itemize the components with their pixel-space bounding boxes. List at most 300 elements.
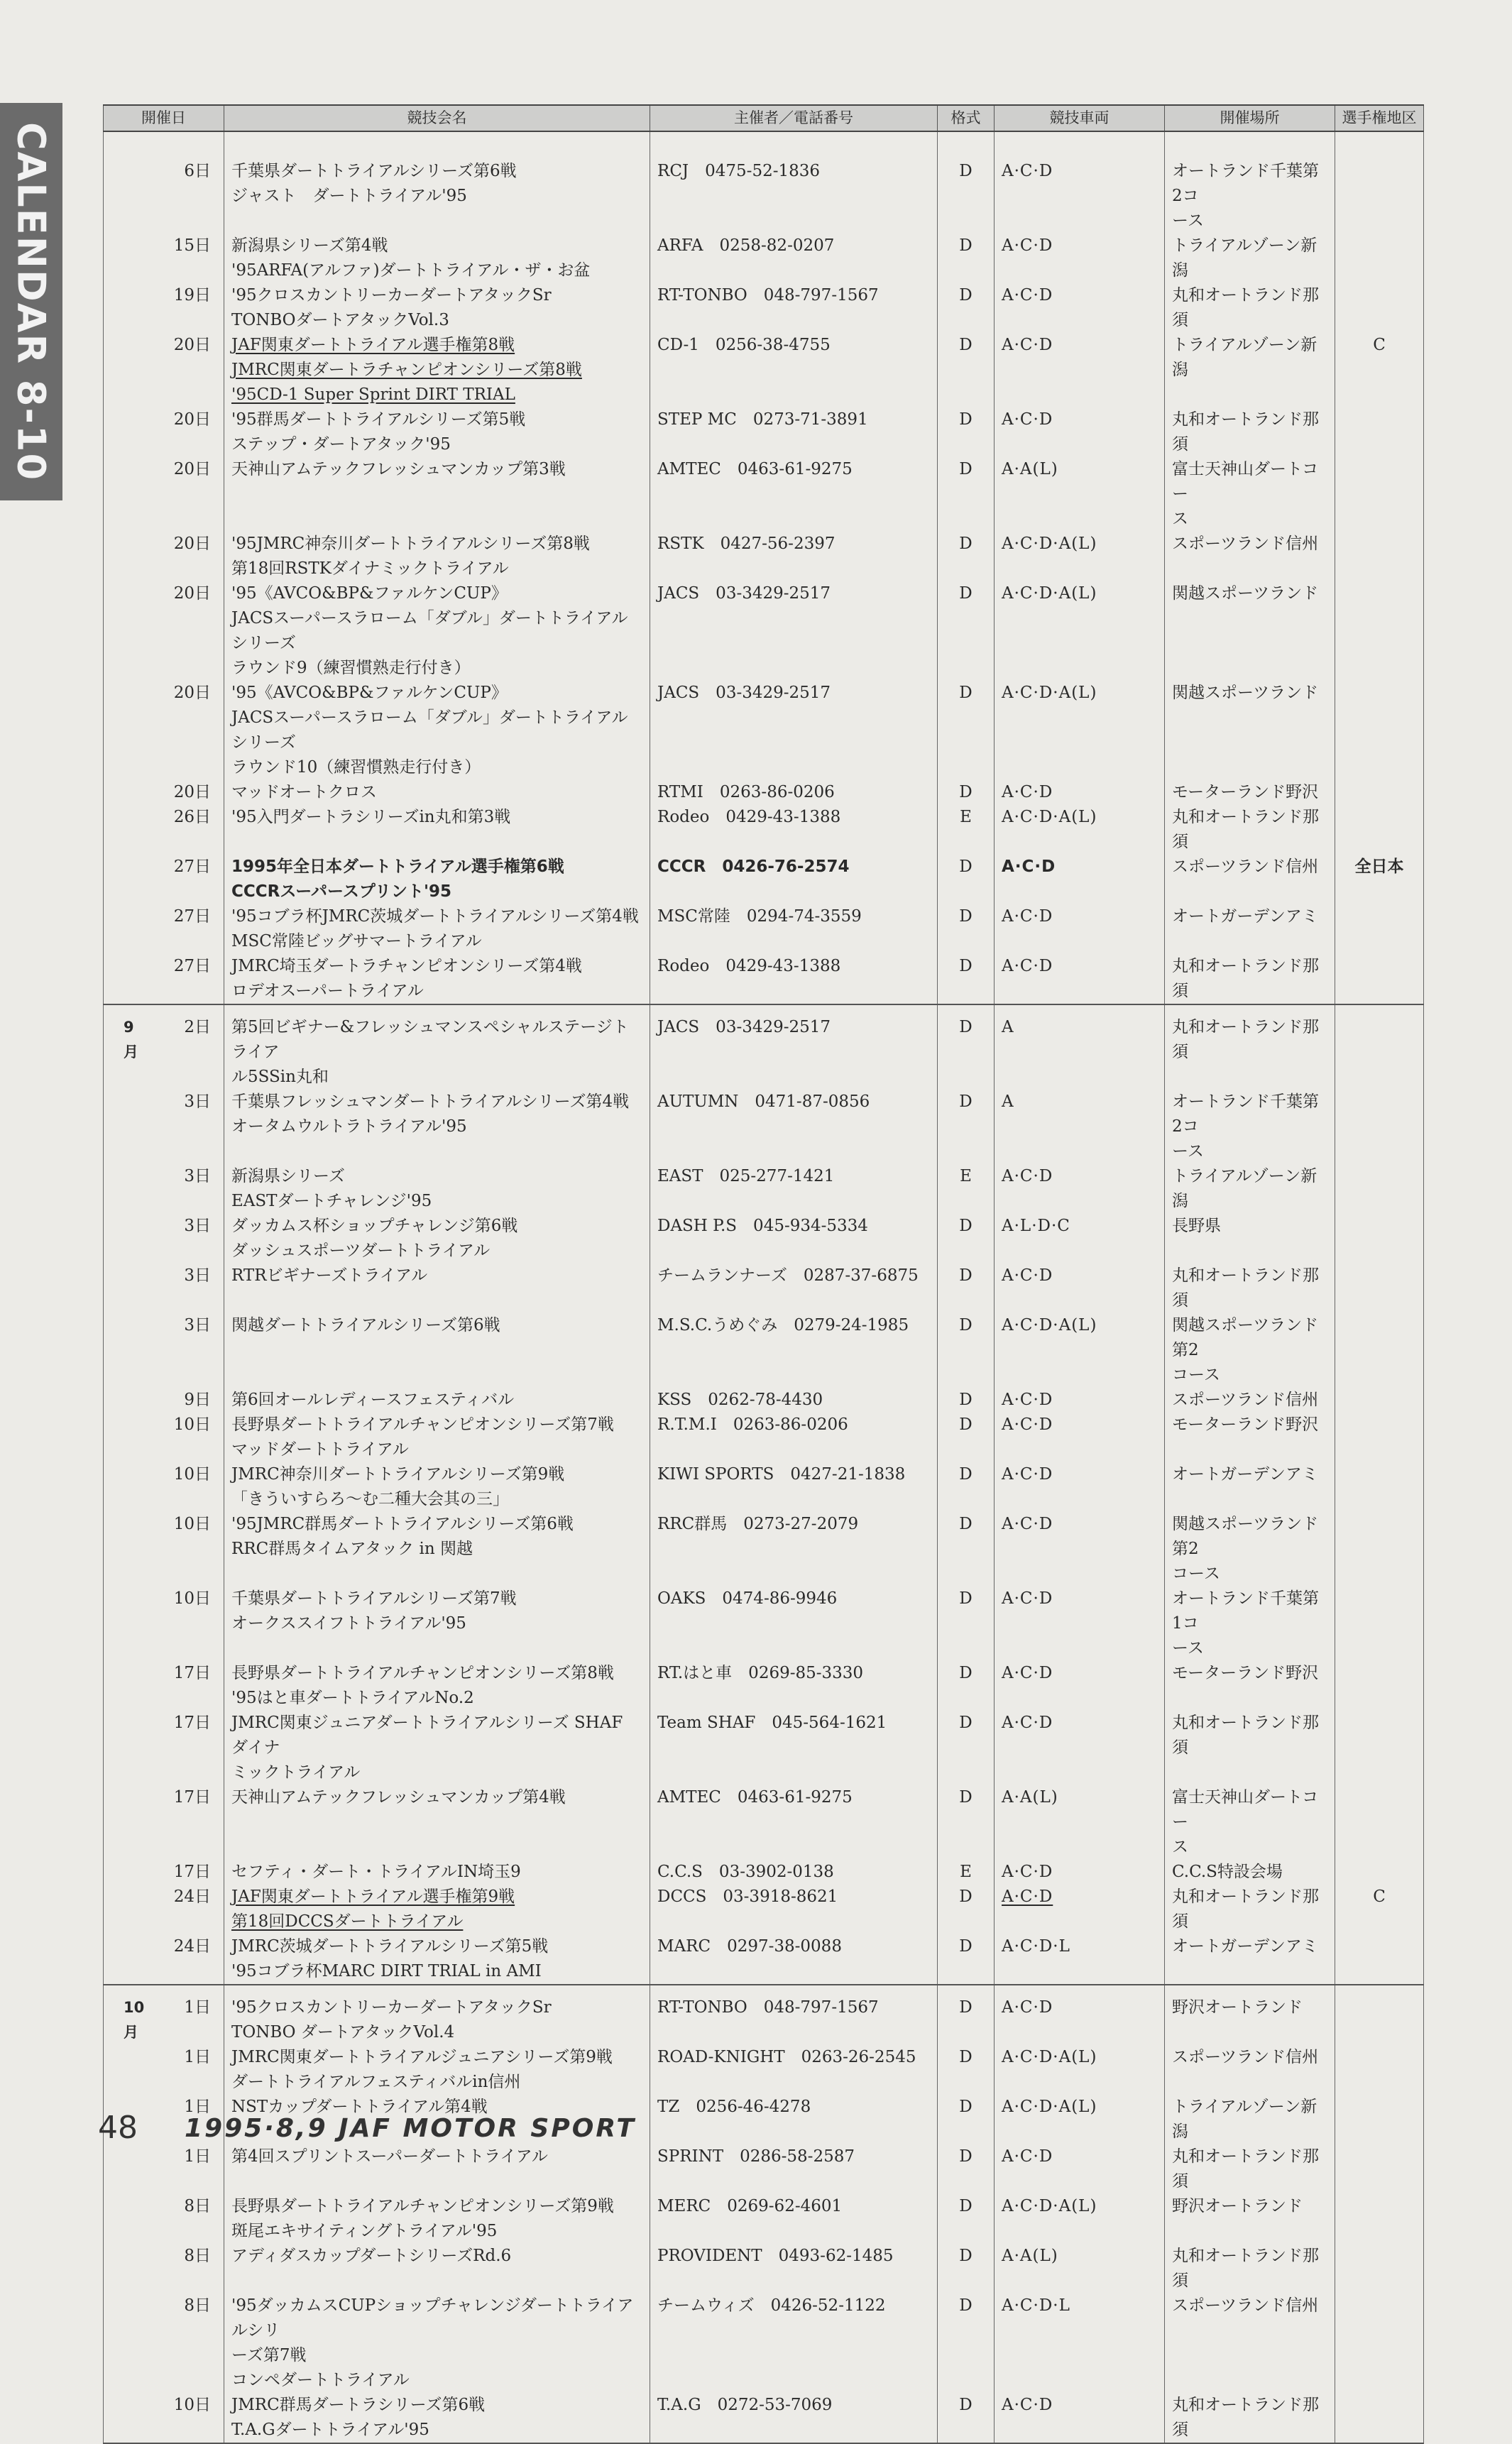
event-name-line: 長野県ダートトライアルチャンピオンシリーズ第7戦 <box>231 1415 614 1434</box>
event-name-line: 第18回RSTKダイナミックトライアル <box>231 559 509 578</box>
vehicle-classes-text: A·C·D <box>1002 1998 1053 2017</box>
event-name-cell <box>224 855 650 904</box>
organizer-phone: RT-TONBO 048-797-1567 <box>650 1985 938 2045</box>
championship-region <box>1335 1313 1424 1388</box>
table-row <box>104 904 1424 954</box>
venue-line: トライアルゾーン新潟 <box>1172 1167 1317 1210</box>
event-calendar-table <box>103 104 1424 2444</box>
venue-cell <box>1165 1413 1335 1462</box>
event-name-line: 長野県ダートトライアルチャンピオンシリーズ第8戦 <box>231 1664 614 1682</box>
event-name-cell <box>224 2244 650 2294</box>
event-name-line: JAF関東ダートトライアル選手権第9戦 <box>231 1887 515 1906</box>
organizer-phone: RT-TONBO 048-797-1567 <box>650 283 938 333</box>
table-row <box>104 805 1424 855</box>
vehicle-classes <box>995 2294 1165 2393</box>
venue-line: スポーツランド信州 <box>1172 2048 1319 2066</box>
event-format: D <box>938 1934 995 1985</box>
venue-line: 関越スポーツランド <box>1172 584 1319 603</box>
venue-line: モーターランド野沢 <box>1172 783 1319 801</box>
vehicle-classes-text: A·C·D <box>1002 236 1053 255</box>
event-name-line: TONBOダートアタックVol.3 <box>231 311 449 329</box>
vehicle-classes <box>995 1413 1165 1462</box>
venue-line: 長野県 <box>1172 1217 1221 1235</box>
event-name-line: '95CD-1 Super Sprint DIRT TRIAL <box>231 385 515 404</box>
event-day: 3日 <box>146 1214 224 1264</box>
vehicle-classes <box>995 2194 1165 2244</box>
event-format: D <box>938 2393 995 2443</box>
venue-cell <box>1165 1004 1335 1090</box>
vehicle-classes-text: A·C·D <box>1002 1887 1053 1906</box>
event-name-cell <box>224 954 650 1004</box>
table-row <box>104 681 1424 780</box>
vehicle-classes <box>995 2045 1165 2095</box>
venue-cell <box>1165 457 1335 532</box>
organizer-phone: T.A.G 0272-53-7069 <box>650 2393 938 2443</box>
month-cell <box>104 2244 146 2294</box>
vehicle-classes-text: A·A(L) <box>1002 1788 1058 1807</box>
table-row <box>104 1004 1424 1090</box>
month-cell <box>104 855 146 904</box>
month-cell <box>104 581 146 681</box>
event-format: D <box>938 1462 995 1512</box>
month-cell <box>104 283 146 333</box>
event-day: 10日 <box>146 2393 224 2443</box>
venue-line: コース <box>1172 1565 1220 1583</box>
venue-cell <box>1165 131 1335 234</box>
event-day: 20日 <box>146 681 224 780</box>
event-day: 3日 <box>146 1313 224 1388</box>
venue-cell <box>1165 1985 1335 2045</box>
venue-line: モーターランド野沢 <box>1172 1415 1319 1434</box>
venue-line: 野沢オートランド <box>1172 1998 1303 2017</box>
month-cell <box>104 1214 146 1264</box>
event-name-line: 千葉県ダートトライアルシリーズ第7戦 <box>231 1589 517 1608</box>
venue-line: ース <box>1172 1639 1204 1657</box>
vehicle-classes <box>995 1462 1165 1512</box>
table-row <box>104 1785 1424 1860</box>
event-name-cell <box>224 131 650 234</box>
venue-line: 丸和オートランド那須 <box>1172 1018 1319 1061</box>
event-format: D <box>938 1785 995 1860</box>
event-day: 3日 <box>146 1164 224 1214</box>
vehicle-classes <box>995 1785 1165 1860</box>
venue-cell <box>1165 1214 1335 1264</box>
magazine-title: 1995·8,9 JAF MOTOR SPORT <box>185 2114 636 2143</box>
event-day: 20日 <box>146 532 224 581</box>
event-name-line: JMRC関東ダートラチャンピオンシリーズ第8戦 <box>231 361 582 379</box>
vehicle-classes-text: A·C·D <box>1002 1515 1053 1533</box>
event-day: 24日 <box>146 1885 224 1934</box>
event-format: D <box>938 1264 995 1313</box>
venue-line: 関越スポーツランド第2 <box>1172 1316 1319 1359</box>
header-event-name: 競技会名 <box>224 105 650 131</box>
table-row <box>104 407 1424 457</box>
vehicle-classes <box>995 1885 1165 1934</box>
vehicle-classes <box>995 131 1165 234</box>
month-cell <box>104 1264 146 1313</box>
event-name-line: 第6回オールレディースフェスティバル <box>231 1391 515 1409</box>
event-day: 2日 <box>146 1004 224 1090</box>
event-format: D <box>938 2045 995 2095</box>
championship-region <box>1335 1164 1424 1214</box>
vehicle-classes-text: A·C·D <box>1002 2396 1053 2414</box>
month-cell <box>104 1164 146 1214</box>
venue-line: 野沢オートランド <box>1172 2197 1303 2215</box>
championship-region <box>1335 1711 1424 1785</box>
organizer-phone: EAST 025-277-1421 <box>650 1164 938 1214</box>
venue-line: ス <box>1172 1838 1188 1856</box>
event-name-line: 第4回スプリントスーパーダートトライアル <box>231 2147 548 2166</box>
event-name-line: ダッカムス杯ショップチャレンジ第6戦 <box>231 1217 518 1235</box>
event-name-line: オータムウルトラトライアル'95 <box>231 1117 467 1136</box>
month-cell <box>104 1413 146 1462</box>
vehicle-classes-text: A·C·D·A(L) <box>1002 808 1097 826</box>
event-name-cell <box>224 1462 650 1512</box>
event-name-line: ラウンド10（練習慣熟走行付き） <box>231 758 481 777</box>
championship-region <box>1335 131 1424 234</box>
championship-region <box>1335 1462 1424 1512</box>
venue-line: オートガーデンアミ <box>1172 1465 1318 1484</box>
championship-region <box>1335 904 1424 954</box>
event-format: E <box>938 805 995 855</box>
vehicle-classes <box>995 457 1165 532</box>
event-format: D <box>938 1004 995 1090</box>
month-cell <box>104 1860 146 1885</box>
event-name-line: 千葉県ダートトライアルシリーズ第6戦 <box>231 162 517 180</box>
month-cell: 10月 <box>104 1985 146 2045</box>
month-cell <box>104 1090 146 1164</box>
venue-line: ース <box>1172 1142 1204 1161</box>
event-day: 10日 <box>146 1462 224 1512</box>
championship-region <box>1335 2194 1424 2244</box>
venue-cell <box>1165 234 1335 283</box>
page-number: 48 <box>98 2110 138 2146</box>
vehicle-classes-text: A·C·D <box>1002 907 1053 926</box>
championship-region <box>1335 1985 1424 2045</box>
organizer-phone: CCCR 0426-76-2574 <box>650 855 938 904</box>
organizer-phone: AMTEC 0463-61-9275 <box>650 457 938 532</box>
vehicle-classes <box>995 2393 1165 2443</box>
table-row <box>104 1388 1424 1413</box>
event-name-line: 第18回DCCSダートトライアル <box>231 1912 464 1931</box>
event-name-line: オークススイフトトライアル'95 <box>231 1614 466 1633</box>
vehicle-classes <box>995 581 1165 681</box>
organizer-phone: RRC群馬 0273-27-2079 <box>650 1512 938 1587</box>
event-name-line: '95ダッカムスCUPショップチャレンジダートトライアルシリ <box>231 2296 634 2340</box>
championship-region <box>1335 681 1424 780</box>
championship-region <box>1335 1214 1424 1264</box>
event-name-cell <box>224 1885 650 1934</box>
event-name-line: '95ARFA(アルファ)ダートトライアル・ザ・お盆 <box>231 261 591 280</box>
venue-line: C.C.S特設会場 <box>1172 1863 1283 1881</box>
vehicle-classes <box>995 1661 1165 1711</box>
event-name-line: T.A.Gダートトライアル'95 <box>231 2421 429 2439</box>
vehicle-classes-text: A·C·D·A(L) <box>1002 684 1097 702</box>
header-vehicles: 競技車両 <box>995 105 1165 131</box>
vehicle-classes <box>995 532 1165 581</box>
event-format: D <box>938 904 995 954</box>
month-cell <box>104 131 146 234</box>
venue-cell <box>1165 2095 1335 2144</box>
venue-cell <box>1165 1785 1335 1860</box>
venue-line: ース <box>1172 212 1204 230</box>
side-section-tab <box>0 103 62 500</box>
event-day: 1日 <box>146 2144 224 2194</box>
month-cell <box>104 407 146 457</box>
venue-line: 富士天神山ダートコー <box>1172 460 1319 503</box>
organizer-phone: RCJ 0475-52-1836 <box>650 131 938 234</box>
vehicle-classes <box>995 1164 1165 1214</box>
venue-cell <box>1165 1264 1335 1313</box>
month-cell <box>104 1711 146 1785</box>
vehicle-classes <box>995 333 1165 407</box>
event-day: 20日 <box>146 407 224 457</box>
event-name-cell <box>224 1512 650 1587</box>
event-format: D <box>938 2095 995 2144</box>
vehicle-classes <box>995 1313 1165 1388</box>
table-row <box>104 1512 1424 1587</box>
championship-region <box>1335 780 1424 805</box>
vehicle-classes <box>995 2144 1165 2194</box>
vehicle-classes-text: A·C·D <box>1002 336 1053 354</box>
month-cell <box>104 1462 146 1512</box>
month-cell <box>104 1388 146 1413</box>
event-day: 6日 <box>146 131 224 234</box>
event-format: D <box>938 1711 995 1785</box>
vehicle-classes <box>995 234 1165 283</box>
event-name-cell <box>224 805 650 855</box>
vehicle-classes-text: A·C·D·A(L) <box>1002 535 1097 553</box>
vehicle-classes-text: A·C·D·L <box>1002 1937 1070 1956</box>
event-name-line: '95群馬ダートトライアルシリーズ第5戦 <box>231 410 526 429</box>
event-day: 1日 <box>146 1985 224 2045</box>
venue-line: スポーツランド信州 <box>1172 857 1319 876</box>
vehicle-classes-text: A·C·D <box>1002 1391 1053 1409</box>
event-name-cell <box>224 904 650 954</box>
venue-cell <box>1165 1934 1335 1985</box>
organizer-phone: OAKS 0474-86-9946 <box>650 1587 938 1661</box>
organizer-phone: RT.はと車 0269-85-3330 <box>650 1661 938 1711</box>
championship-region <box>1335 954 1424 1004</box>
event-day: 1日 <box>146 2095 224 2144</box>
event-format: D <box>938 1313 995 1388</box>
event-name-line: ーズ第7戦 <box>231 2346 307 2364</box>
venue-line: トライアルゾーン新潟 <box>1172 236 1317 280</box>
organizer-phone: MARC 0297-38-0088 <box>650 1934 938 1985</box>
vehicle-classes-text: A·C·D <box>1002 2147 1053 2166</box>
event-day: 20日 <box>146 581 224 681</box>
month-cell <box>104 1512 146 1587</box>
championship-region <box>1335 2294 1424 2393</box>
championship-region <box>1335 1785 1424 1860</box>
event-name-line: JMRC関東ジュニアダートトライアルシリーズ SHAF ダイナ <box>231 1714 623 1757</box>
event-format: D <box>938 234 995 283</box>
event-name-line: マッドオートクロス <box>231 783 377 801</box>
organizer-phone: RSTK 0427-56-2397 <box>650 532 938 581</box>
event-day: 17日 <box>146 1711 224 1785</box>
table-row <box>104 1413 1424 1462</box>
event-name-line: JAF関東ダートトライアル選手権第8戦 <box>231 336 515 354</box>
side-tab-label: CALENDAR 8-10 <box>9 121 54 482</box>
vehicle-classes <box>995 805 1165 855</box>
table-row <box>104 1934 1424 1985</box>
event-name-line: 天神山アムテックフレッシュマンカップ第3戦 <box>231 460 566 478</box>
venue-cell <box>1165 1164 1335 1214</box>
month-cell <box>104 2144 146 2194</box>
organizer-phone: KSS 0262-78-4430 <box>650 1388 938 1413</box>
event-name-line: 長野県ダートトライアルチャンピオンシリーズ第9戦 <box>231 2197 614 2215</box>
month-cell <box>104 1934 146 1985</box>
table-row <box>104 1164 1424 1214</box>
organizer-phone: ROAD-KNIGHT 0263-26-2545 <box>650 2045 938 2095</box>
venue-line: オートガーデンアミ <box>1172 1937 1318 1956</box>
event-name-cell <box>224 234 650 283</box>
month-cell <box>104 904 146 954</box>
event-name-line: '95コブラ杯MARC DIRT TRIAL in AMI <box>231 1962 542 1980</box>
table-row <box>104 1587 1424 1661</box>
event-format: D <box>938 457 995 532</box>
organizer-phone: C.C.S 03-3902-0138 <box>650 1860 938 1885</box>
event-name-cell <box>224 532 650 581</box>
table-row <box>104 131 1424 234</box>
event-day: 9日 <box>146 1388 224 1413</box>
event-name-cell <box>224 1004 650 1090</box>
event-format: D <box>938 532 995 581</box>
month-cell <box>104 234 146 283</box>
header-date: 開催日 <box>104 105 224 131</box>
championship-region <box>1335 1264 1424 1313</box>
event-format: D <box>938 1214 995 1264</box>
venue-line: 富士天神山ダートコー <box>1172 1788 1319 1831</box>
championship-region <box>1335 234 1424 283</box>
venue-cell <box>1165 2194 1335 2244</box>
venue-line: スポーツランド信州 <box>1172 535 1319 553</box>
event-name-line: ダートトライアルフェスティバルin信州 <box>231 2073 521 2091</box>
vehicle-classes <box>995 1711 1165 1785</box>
event-day: 20日 <box>146 457 224 532</box>
venue-cell <box>1165 1661 1335 1711</box>
organizer-phone: DASH P.S 045-934-5334 <box>650 1214 938 1264</box>
table-row <box>104 1264 1424 1313</box>
vehicle-classes-text: A·C·D·A(L) <box>1002 584 1097 603</box>
venue-cell <box>1165 333 1335 407</box>
venue-cell <box>1165 904 1335 954</box>
event-name-cell <box>224 457 650 532</box>
event-day: 24日 <box>146 1934 224 1985</box>
venue-line: 丸和オートランド那須 <box>1172 2247 1319 2290</box>
event-format: E <box>938 1164 995 1214</box>
vehicle-classes-text: A·C·D <box>1002 957 1053 975</box>
event-name-cell <box>224 2393 650 2443</box>
venue-cell <box>1165 283 1335 333</box>
table-row <box>104 780 1424 805</box>
event-name-line: '95《AVCO&BP&ファルケンCUP》 <box>231 684 508 702</box>
event-name-cell <box>224 1313 650 1388</box>
event-name-line: ミックトライアル <box>231 1763 361 1782</box>
event-name-line: TONBO ダートアタックVol.4 <box>231 2023 455 2042</box>
month-cell <box>104 681 146 780</box>
event-format: D <box>938 954 995 1004</box>
organizer-phone: チームランナーズ 0287-37-6875 <box>650 1264 938 1313</box>
event-format: E <box>938 1860 995 1885</box>
month-cell <box>104 2045 146 2095</box>
organizer-phone: チームウィズ 0426-52-1122 <box>650 2294 938 2393</box>
event-name-line: 新潟県シリーズ <box>231 1167 345 1185</box>
organizer-phone: AMTEC 0463-61-9275 <box>650 1785 938 1860</box>
table-row <box>104 2045 1424 2095</box>
event-day: 10日 <box>146 1512 224 1587</box>
event-name-line: ラウンド9（練習慣熟走行付き） <box>231 659 471 677</box>
venue-line: オートランド千葉第1コ <box>1172 1589 1319 1633</box>
vehicle-classes-text: A <box>1002 1018 1014 1036</box>
event-name-cell <box>224 2194 650 2244</box>
month-cell <box>104 780 146 805</box>
event-name-line: 天神山アムテックフレッシュマンカップ第4戦 <box>231 1788 566 1807</box>
organizer-phone: AUTUMN 0471-87-0856 <box>650 1090 938 1164</box>
championship-region <box>1335 1413 1424 1462</box>
table-row <box>104 457 1424 532</box>
event-format: D <box>938 1885 995 1934</box>
vehicle-classes-text: A·C·D <box>1002 1664 1053 1682</box>
championship-region <box>1335 2244 1424 2294</box>
championship-region <box>1335 1587 1424 1661</box>
venue-line: コース <box>1172 1366 1220 1384</box>
championship-region <box>1335 2393 1424 2443</box>
organizer-phone: MERC 0269-62-4601 <box>650 2194 938 2244</box>
vehicle-classes-text: A·C·D <box>1002 1714 1053 1732</box>
event-name-cell <box>224 333 650 407</box>
vehicle-classes-text: A <box>1002 1092 1014 1111</box>
vehicle-classes <box>995 2244 1165 2294</box>
table-row <box>104 234 1424 283</box>
event-name-line: ジャスト ダートトライアル'95 <box>231 187 467 205</box>
vehicle-classes-text: A·C·D <box>1002 1863 1053 1881</box>
event-day: 19日 <box>146 283 224 333</box>
event-format: D <box>938 283 995 333</box>
table-row <box>104 1885 1424 1934</box>
month-cell: 9月 <box>104 1004 146 1090</box>
event-name-cell <box>224 1711 650 1785</box>
event-day: 15日 <box>146 234 224 283</box>
month-cell <box>104 532 146 581</box>
vehicle-classes-text: A·C·D <box>1002 1589 1053 1608</box>
event-name-line: ダッシュスポーツダートトライアル <box>231 1242 491 1260</box>
vehicle-classes <box>995 1214 1165 1264</box>
event-name-cell <box>224 780 650 805</box>
event-name-line: EASTダートチャレンジ'95 <box>231 1192 432 1210</box>
venue-cell <box>1165 805 1335 855</box>
event-name-line: CCCRスーパースプリント'95 <box>231 882 452 901</box>
event-name-cell <box>224 1860 650 1885</box>
table-row <box>104 2393 1424 2443</box>
venue-line: 丸和オートランド那須 <box>1172 1266 1319 1310</box>
table-row <box>104 333 1424 407</box>
event-name-line: '95JMRC神奈川ダートトライアルシリーズ第8戦 <box>231 535 590 553</box>
table-row <box>104 283 1424 333</box>
month-cell <box>104 1885 146 1934</box>
event-format: D <box>938 2194 995 2244</box>
venue-cell <box>1165 2244 1335 2294</box>
venue-cell <box>1165 1587 1335 1661</box>
championship-region <box>1335 457 1424 532</box>
venue-line: オートガーデンアミ <box>1172 907 1318 926</box>
month-cell <box>104 1587 146 1661</box>
event-name-cell <box>224 2144 650 2194</box>
venue-line: 丸和オートランド那須 <box>1172 808 1319 851</box>
event-format: D <box>938 1090 995 1164</box>
venue-line: ス <box>1172 510 1188 528</box>
event-day: 27日 <box>146 904 224 954</box>
